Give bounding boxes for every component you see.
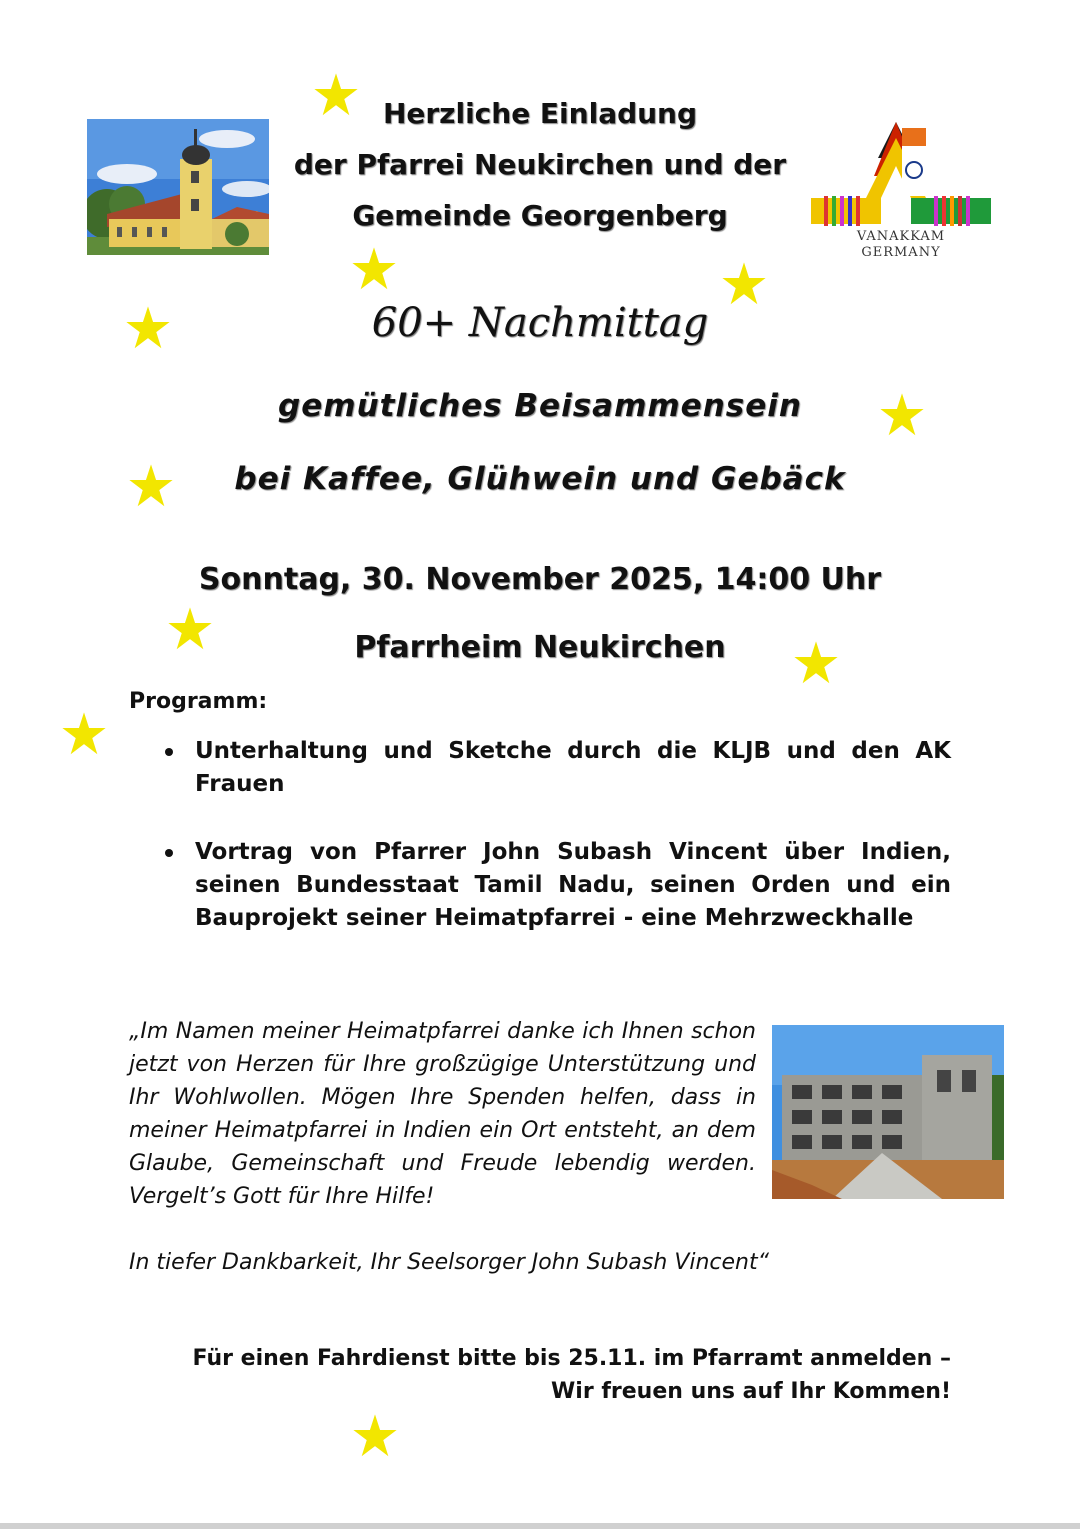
program-label: Programm:: [129, 689, 268, 714]
page-edge: [0, 1523, 1080, 1529]
logo-text-line-2: GERMANY: [861, 245, 941, 260]
building-photo: [772, 1025, 1004, 1199]
program-item: Vortrag von Pfarrer John Subash Vincent über Indien, seinen Bundesstaat Tamil Nadu, seinen Orden und ein Bauprojekt seiner Heimatpfarrei - eine Mehrzweckhalle: [195, 839, 951, 931]
star-icon: [351, 246, 397, 292]
event-subtitle-2: bei Kaffee, Glühwein und Gebäck: [234, 461, 846, 497]
header-line-3: Gemeinde Georgenberg: [352, 199, 728, 232]
vanakkam-germany-logo: [806, 118, 996, 268]
star-icon: [125, 305, 171, 351]
star-icon: [61, 711, 107, 757]
star-icon: [352, 1413, 398, 1459]
church-photo: [87, 119, 269, 255]
program-item: Unterhaltung und Sketche durch die KLJB und den AK Frauen: [195, 738, 951, 797]
event-title: 60+ Nachmittag: [371, 300, 709, 346]
header-line-2: der Pfarrei Neukirchen und der: [293, 148, 787, 181]
event-subtitle-1: gemütliches Beisammensein: [278, 388, 802, 424]
bullet-icon: [165, 748, 173, 756]
bullet-icon: [165, 849, 173, 857]
footer-line-1: Für einen Fahrdienst bitte bis 25.11. im Pfarramt anmelden –: [192, 1346, 951, 1371]
quote-signature: In tiefer Dankbarkeit, Ihr Seelsorger John Subash Vincent“: [129, 1250, 770, 1275]
header-line-1: Herzliche Einladung: [382, 97, 698, 130]
footer-line-2: Wir freuen uns auf Ihr Kommen!: [551, 1379, 951, 1404]
pastor-quote: „Im Namen meiner Heimatpfarrei danke ich Ihnen schon jetzt von Herzen für Ihre großzügige Unterstützung und Ihr Wohlwollen. Mögen Ihre Spenden helfen, dass in meiner Heimatpfarrei in Indien ein Ort entsteht, an dem Glaube, Gemeinschaft und Freude lebendig werden. Vergelt’s Gott für Ihre Hilfe!: [129, 1019, 756, 1209]
event-date: Sonntag, 30. November 2025, 14:00 Uhr: [198, 562, 882, 597]
event-location: Pfarrheim Neukirchen: [354, 630, 726, 665]
logo-text-line-1: VANAKKAM: [856, 229, 946, 244]
